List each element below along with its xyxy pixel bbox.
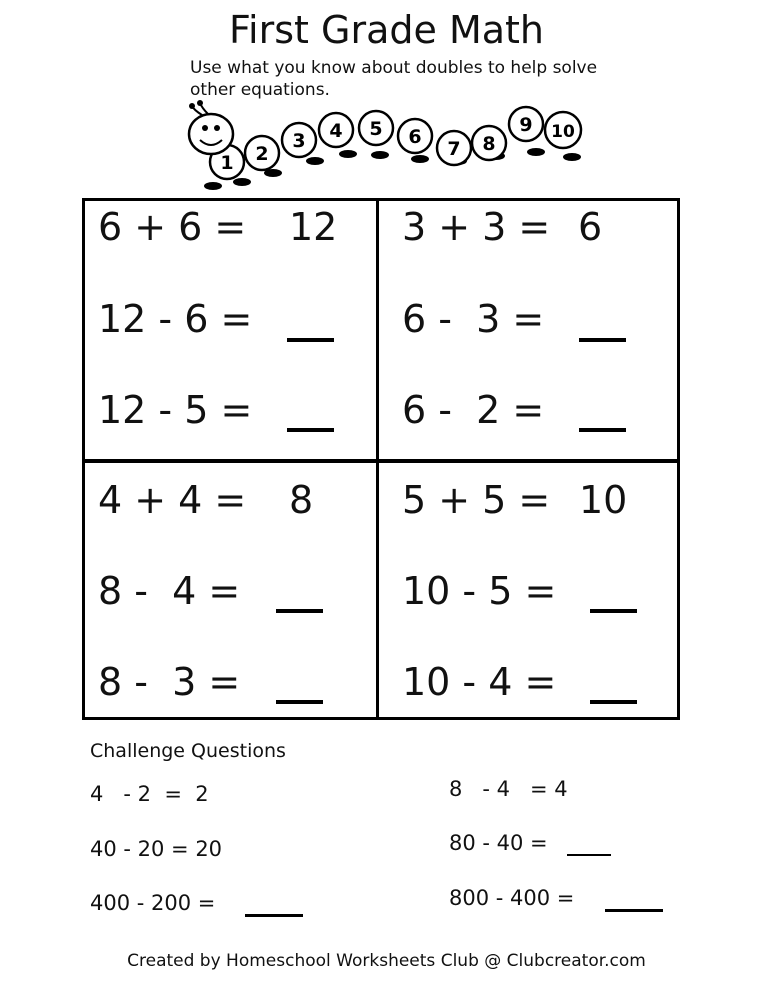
- equation: 12 - 6 =: [98, 297, 253, 341]
- equation: 4 + 4 =: [98, 478, 247, 522]
- challenge-answer-blank[interactable]: [605, 909, 663, 912]
- caterpillar-number: 7: [447, 138, 461, 160]
- footer-credit: Created by Homeschool Worksheets Club @ Clubcreator.com: [127, 951, 646, 971]
- caterpillar-number: 3: [292, 130, 306, 152]
- equation: 8 - 3 =: [98, 660, 241, 704]
- challenge-equation: 80 - 40 =: [449, 831, 548, 855]
- answer-blank[interactable]: [590, 609, 637, 613]
- answer-blank[interactable]: [287, 428, 334, 432]
- worksheet-title: First Grade Math: [228, 8, 545, 52]
- equation-answer: 10: [579, 478, 628, 522]
- answer-blank[interactable]: [276, 609, 323, 613]
- challenge-equation: 4 - 2 = 2: [90, 782, 209, 806]
- challenge-equation: 800 - 400 =: [449, 886, 575, 910]
- equation-answer: 8: [289, 478, 314, 522]
- answer-blank[interactable]: [590, 700, 637, 704]
- answer-blank[interactable]: [287, 338, 334, 342]
- answer-blank[interactable]: [276, 700, 323, 704]
- equation-answer: 12: [289, 205, 338, 249]
- equation: 6 - 3 =: [402, 297, 545, 341]
- equation: 3 + 3 =: [402, 205, 551, 249]
- challenge-heading: Challenge Questions: [90, 740, 286, 762]
- challenge-answer-blank[interactable]: [567, 854, 611, 856]
- challenge-equation: 400 - 200 =: [90, 891, 216, 915]
- caterpillar-number: 4: [329, 120, 343, 142]
- equation: 5 + 5 =: [402, 478, 551, 522]
- equation: 10 - 4 =: [402, 660, 557, 704]
- instructions: Use what you know about doubles to help solve other equations.: [190, 58, 598, 100]
- caterpillar-illustration: [180, 98, 600, 198]
- equation: 6 - 2 =: [402, 388, 545, 432]
- answer-blank[interactable]: [579, 338, 626, 342]
- answer-blank[interactable]: [579, 428, 626, 432]
- equation: 6 + 6 =: [98, 205, 247, 249]
- equation: 12 - 5 =: [98, 388, 253, 432]
- equation: 8 - 4 =: [98, 569, 241, 613]
- equation-grid: [82, 198, 680, 720]
- equation-answer: 6: [578, 205, 603, 249]
- caterpillar-number: 1: [220, 152, 234, 174]
- caterpillar-number: 5: [369, 118, 383, 140]
- caterpillar-number: 6: [408, 126, 422, 148]
- caterpillar-number: 8: [482, 133, 496, 155]
- challenge-equation: 8 - 4 = 4: [449, 777, 568, 801]
- challenge-equation: 40 - 20 = 20: [90, 837, 223, 861]
- equation: 10 - 5 =: [402, 569, 557, 613]
- challenge-answer-blank[interactable]: [245, 914, 303, 917]
- caterpillar-number: 9: [519, 114, 533, 136]
- caterpillar-number: 10: [551, 122, 575, 142]
- grid-divider-horizontal: [85, 459, 677, 463]
- caterpillar-number: 2: [255, 143, 269, 165]
